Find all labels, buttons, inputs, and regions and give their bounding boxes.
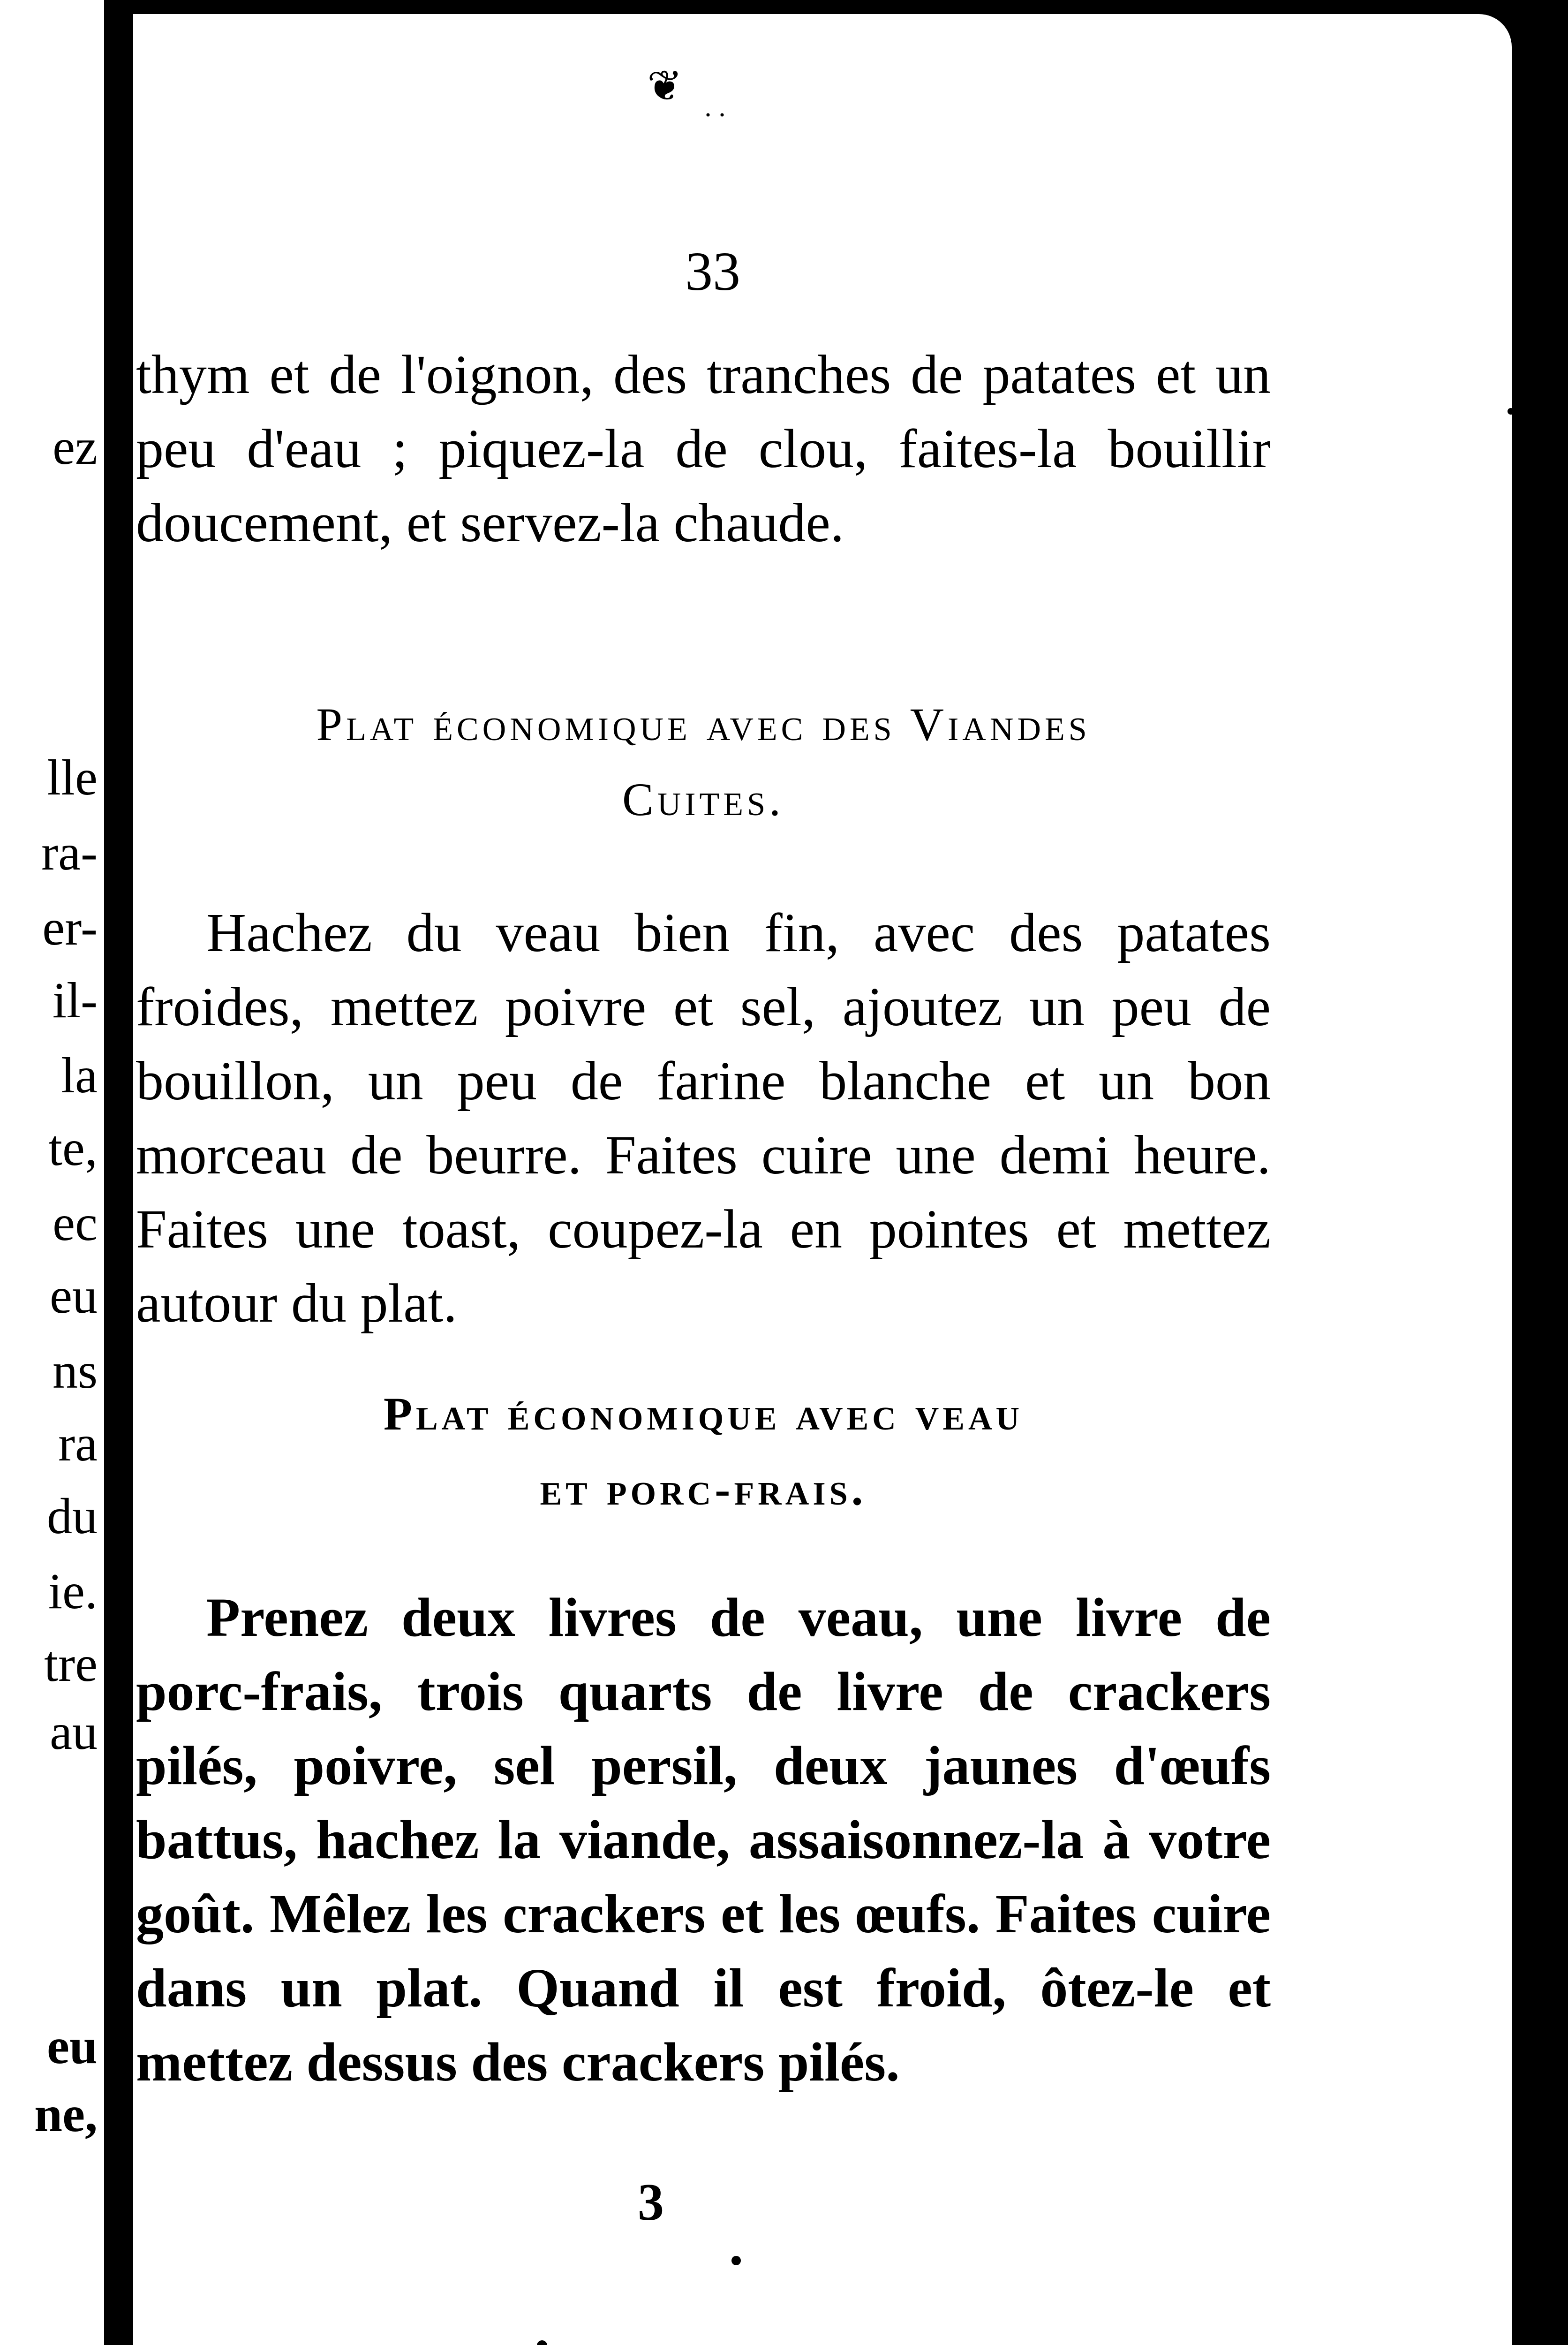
book-gutter [104, 0, 133, 2345]
left-fragment: ra- [41, 825, 98, 881]
left-fragment: eu [50, 1268, 98, 1324]
left-fragment: ne, [34, 2087, 98, 2142]
section-title-line-1: Plat économique avec veau [383, 1388, 1024, 1440]
page-right-edge [1512, 0, 1568, 2345]
speck-marks: ·· [703, 99, 731, 130]
signature-mark: 3 [638, 2173, 664, 2232]
page-number: 33 [685, 241, 740, 302]
left-fragment: eu [47, 2019, 98, 2074]
left-fragment: ra [58, 1416, 98, 1472]
left-fragment: lle [47, 750, 98, 806]
section-title-line-1: Plat économique avec des Viandes [316, 698, 1091, 750]
left-facing-page-strip [0, 0, 104, 2345]
section-title-line-2: Cuites. [622, 773, 784, 825]
left-fragment: er- [42, 900, 98, 956]
section-title-line-2: et porc-frais. [540, 1463, 867, 1515]
speck-mark [1508, 408, 1514, 415]
left-fragment: tre [44, 1636, 98, 1692]
recipe-paragraph: Hachez du veau bien fin, avec des patates froides, mettez poivre et sel, ajoutez un peu de bouillon, un peu de farine blanche et un bon morceau de beurre. Faites cuire une demi heure. Faites une toast, coupez-la en pointes et mettez autour du plat. [136, 902, 1271, 1334]
recipe-paragraph: Prenez deux livres de veau, une livre de porc-frais, trois quarts de livre de crackers pilés, poivre, sel persil, deux jaunes d'œufs battus, hachez la viande, assaisonnez-la à votre goût. Mêlez les crackers et les œufs. Faites cuire dans un plat. Quand il est froid, ôtez-le et mettez dessus des crackers pilés. [136, 1587, 1271, 2093]
left-fragment: ie. [48, 1564, 98, 1619]
speck-mark [731, 2256, 741, 2265]
left-fragment: ez [53, 419, 98, 475]
left-fragment: il- [53, 973, 98, 1029]
continuation-paragraph: thym et de l'oignon, des tranches de patates et un peu d'eau ; piquez-la de clou, faites-la bouillir doucement, et servez-la chaude. [136, 344, 1271, 553]
left-fragment: au [50, 1704, 98, 1760]
left-fragment: ns [52, 1343, 98, 1399]
left-fragment: ec [53, 1195, 98, 1251]
left-fragment: te, [48, 1120, 98, 1176]
ink-blot-mark: ❦ [647, 63, 683, 110]
left-fragment: du [47, 1489, 98, 1544]
left-fragment: la [61, 1048, 98, 1104]
